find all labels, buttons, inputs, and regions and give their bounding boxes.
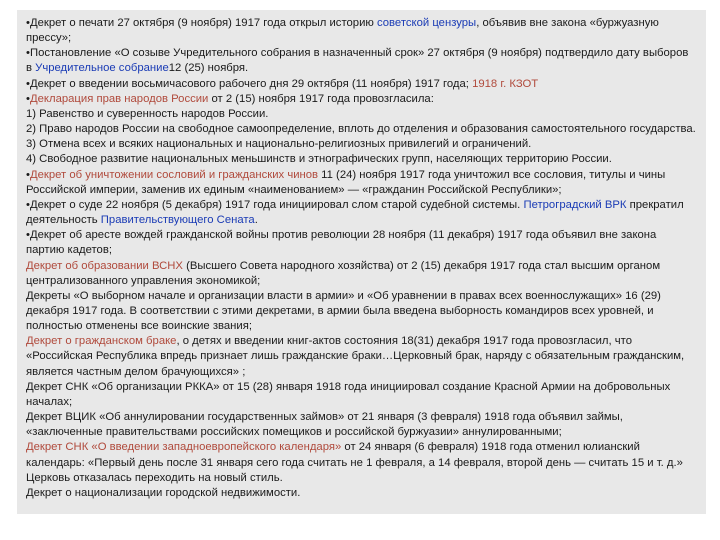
body-text: прекратил деятельность <box>26 198 684 227</box>
paragraph-6 <box>26 122 697 137</box>
body-text: •Декрет о суде 22 ноября (5 декабря) 1917 года инициировал слом старой судебной системы. <box>26 198 524 211</box>
link-text[interactable]: Декрет о гражданском браке <box>26 335 177 348</box>
body-text: от 24 января (6 февраля) 1918 года отменил юлианский календарь: «Первый день после 31 января сего года считать не 1 февраля, а 14 февраля, второй день — считать 15 и т. д.» Церковь отказалась переходить на новый стиль. <box>26 441 683 484</box>
paragraph-18 <box>26 486 697 501</box>
paragraph-10 <box>26 198 697 228</box>
paragraph-17 <box>26 440 697 485</box>
body-text: •Декрет о печати 27 октября (9 ноября) 1917 года открыл историю <box>26 17 377 29</box>
paragraph-7 <box>26 137 697 152</box>
link-text[interactable]: советской цензуры <box>377 17 477 29</box>
paragraph-13 <box>26 289 697 334</box>
body-text: 12 (25) ноября. <box>168 62 249 75</box>
body-text: 2) Право народов России на свободное самоопределение, вплоть до отделения и образования самостоятельного государства. <box>26 123 696 136</box>
body-text: . <box>254 214 258 227</box>
body-text: •Декрет об аресте вождей гражданской войны против революции 28 ноября (11 декабря) 1917 года объявил вне закона партию кадетов; <box>26 229 657 257</box>
paragraph-9 <box>26 168 697 198</box>
body-text: Декрет СНК «Об организации РККА» от 15 (28) января 1918 года инициировал создание Красной Армии на добровольных началах; <box>26 380 671 408</box>
paragraph-8 <box>26 152 697 167</box>
link-text[interactable]: Декларация прав народов России <box>29 92 209 105</box>
paragraph-1 <box>26 16 697 46</box>
body-text: (Высшего Совета народного хозяйства) от 2 (15) декабря 1917 года стал высшим органом централизованного управления экономикой; <box>26 259 661 287</box>
link-text[interactable]: Декрет об образовании ВСНХ <box>26 259 183 272</box>
body-text: 1) Равенство и суверенность народов России. <box>26 107 269 120</box>
body-text: , объявив вне закона «буржуазную прессу»; <box>26 17 659 45</box>
body-text: от 2 (15) ноября 1917 года провозгласила: <box>208 92 434 105</box>
body-text: 3) Отмена всех и всяких национальных и национально-религиозных привилегий и ограничений. <box>26 138 532 151</box>
text-panel <box>17 10 706 514</box>
paragraph-14 <box>26 334 697 379</box>
paragraph-2 <box>26 46 697 76</box>
body-text: , о детях и введении книг-актов состояния 18(31) декабря 1917 года провозгласил, что «Российская Республика впредь признает лишь гражданские браки…Церковный брак, наряду с обязательным гражданским, является частным делом брачующихся» ; <box>26 335 685 378</box>
paragraph-16 <box>26 410 697 440</box>
paragraph-5 <box>26 107 697 122</box>
link-text[interactable]: Правительствующего Сената <box>100 214 255 227</box>
body-text: 11 (24) ноября 1917 года уничтожил все сословия, титулы и чины Российской империи, заменив их единым «наименованием» — «гражданин Российской Республики»; <box>26 168 666 196</box>
body-text: Декрет о национализации городской недвижимости. <box>26 486 301 499</box>
paragraph-4 <box>26 92 697 107</box>
body-text: • <box>26 168 30 181</box>
link-text[interactable]: Декрет об уничтожении сословий и гражданских чинов <box>29 168 319 181</box>
body-text: • <box>26 92 30 105</box>
paragraph-12 <box>26 259 697 289</box>
paragraph-11 <box>26 228 697 258</box>
link-text[interactable]: Петроградский ВРК <box>523 198 627 211</box>
link-text[interactable]: 1918 г. КЗОТ <box>472 77 539 90</box>
body-text: •Постановление «О созыве Учредительного собрания в назначенный срок» 27 октября (9 ноября) подтвердило дату выборов в <box>26 47 689 75</box>
body-text: •Декрет о введении восьмичасового рабочего дня 29 октября (11 ноября) 1917 года; <box>26 77 473 90</box>
body-text: Декреты «О выборном начале и организации власти в армии» и «Об уравнении в правах всех военнослужащих» 16 (29) декабря 1917 года. В соответствии с этими декретами, в армии была введена выборность командиров всех уровней, и полностью отменены все воинские звания; <box>26 289 661 333</box>
link-text[interactable]: Учредительное собрание <box>35 62 169 75</box>
body-text: 4) Свободное развитие национальных меньшинств и этнографических групп, населяющих территорию России. <box>26 153 612 166</box>
paragraph-3 <box>26 77 697 92</box>
body-text: Декрет ВЦИК «Об аннулировании государственных займов» от 21 января (3 февраля) 1918 года объявил займы, «заключенные правительствами российских помещиков и российской буржуазии» аннулированными; <box>26 411 623 439</box>
paragraph-15 <box>26 380 697 410</box>
link-text[interactable]: Декрет СНК «О введении западноевропейского календаря» <box>26 441 342 454</box>
